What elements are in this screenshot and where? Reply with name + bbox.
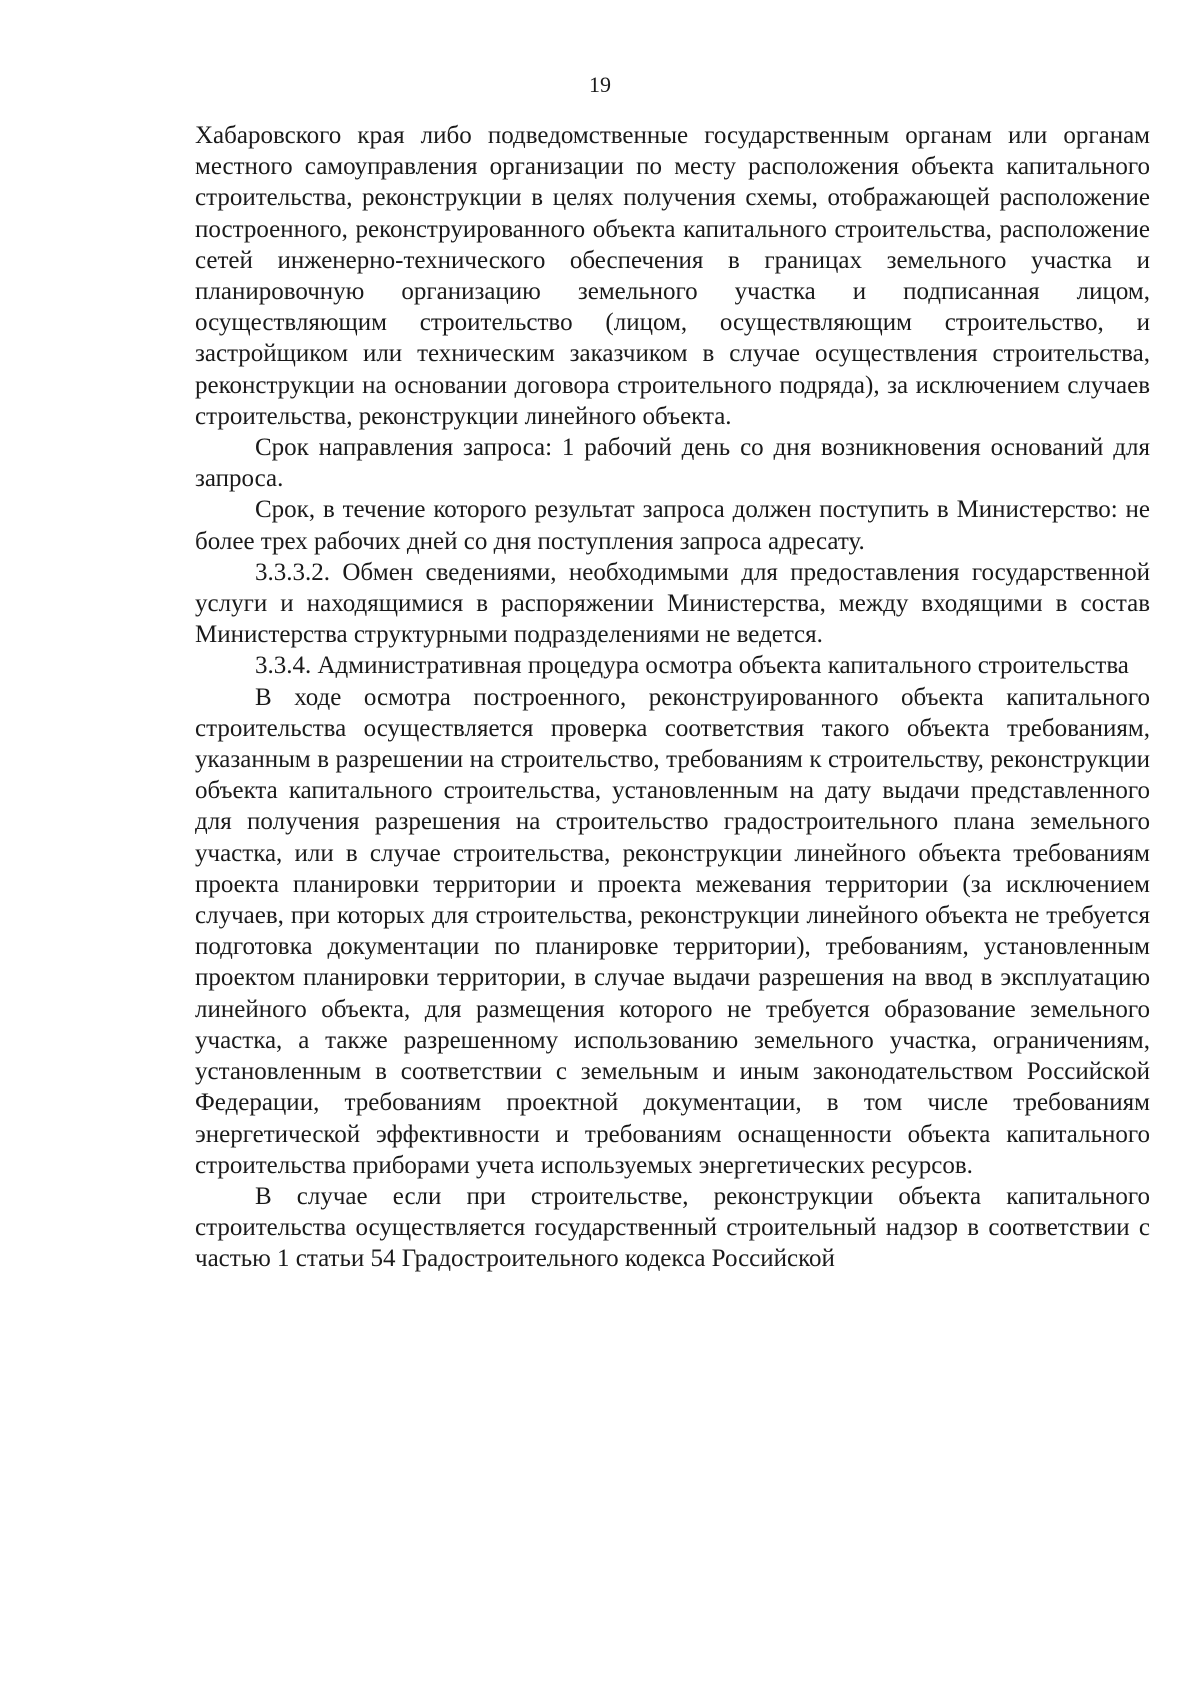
paragraph-request-deadline: Срок направления запроса: 1 рабочий день со дня возникновения оснований для запроса. bbox=[195, 434, 1150, 493]
section-heading-3-3-4: 3.3.4. Административная процедура осмотра объекта капитального строительства bbox=[255, 652, 1129, 680]
paragraph-inspection: В ходе осмотра построенного, реконструированного объекта капитального строительства осуществляется проверка соответствия такого объекта требованиям, указанным в разрешении на строительство, требованиям к строительству, реконструкции объекта капитального строительства, установленным на дату выдачи представленного для получения разрешения на строительство градостроительного плана земельного участка, или в случае строительства, реконструкции линейного объекта требованиям проекта планировки территории и проекта межевания территории (за исключением случаев, при которых для строительства, реконструкции линейного объекта не требуется подготовка документации по планировке территории), требованиям, установленным проектом планировки территории, в случае выдачи разрешения на ввод в эксплуатацию линейного объекта, для размещения которого не требуется образование земельного участка, а также разрешенному использованию земельного участка, ограничениям, установленным в соответствии с земельным и иным законодательством Российской Федерации, требованиям проектной документации, в том числе требованиям энергетической эффективности и требованиям оснащенности объекта капитального строительства приборами учета используемых энергетических ресурсов. bbox=[195, 683, 1150, 1179]
paragraph-continuation: Хабаровского края либо подведомственные государственным органам или органам местного самоуправления организации по месту расположения объекта капитального строительства, реконструкции в целях получения схемы, отображающей расположение построенного, реконструированного объекта капитального строительства, расположение сетей инженерно-технического обеспечения в границах земельного участка и планировочную организацию земельного участка и подписанная лицом, осуществляющим строительство (лицом, осуществляющим строительство, и застройщиком или техническим заказчиком в случае осуществления строительства, реконструкции на основании договора строительного подряда), за исключением случаев строительства, реконструкции линейного объекта. bbox=[195, 122, 1150, 430]
document-body bbox=[195, 120, 1150, 1275]
paragraph-state-supervision: В случае если при строительстве, реконструкции объекта капитального строительства осуществляется государственный строительный надзор в соответствии с частью 1 статьи 54 Градостроительного кодекса Российской bbox=[195, 1182, 1150, 1273]
paragraph-3-3-3-2: 3.3.3.2. Обмен сведениями, необходимыми для предоставления государственной услуги и находящимися в распоряжении Министерства, между входящими в состав Министерства структурными подразделениями не ведется. bbox=[195, 558, 1150, 649]
paragraph-response-deadline: Срок, в течение которого результат запроса должен поступить в Министерство: не более трех рабочих дней со дня поступления запроса адресату. bbox=[195, 496, 1150, 555]
page-number: 19 bbox=[589, 72, 611, 97]
